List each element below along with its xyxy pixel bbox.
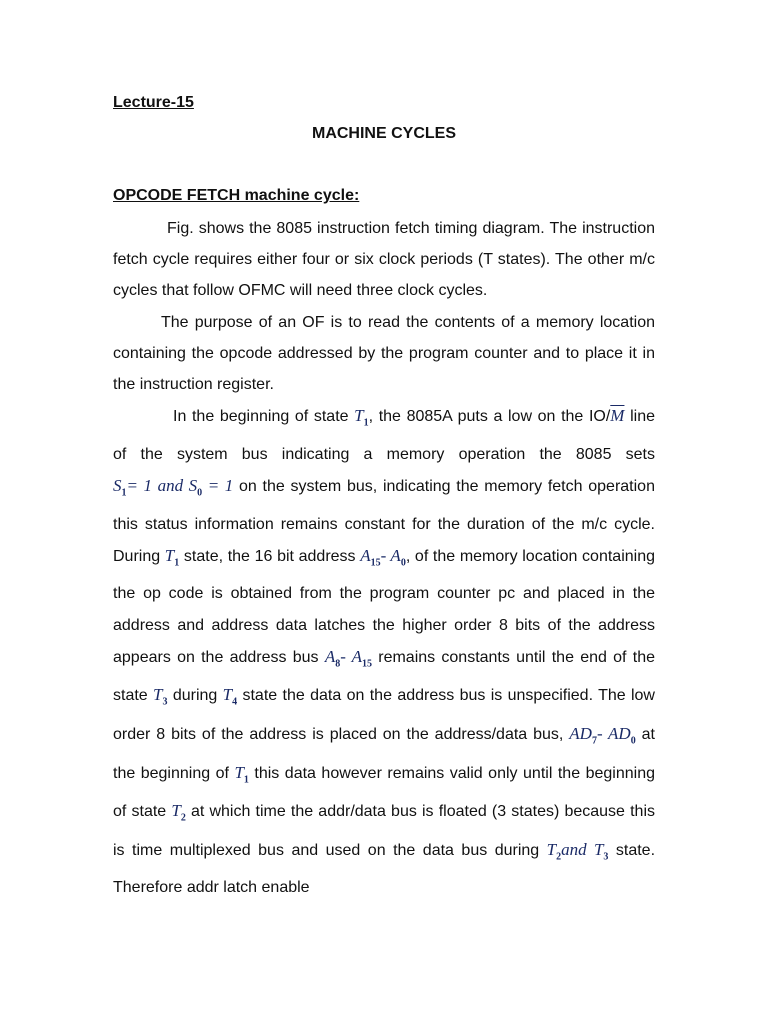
math-t1: $T_1$ bbox=[354, 406, 369, 429]
section-heading: OPCODE FETCH machine cycle: bbox=[113, 187, 360, 204]
text-run: on the system bus, indicating the memory fetch operation this status information remains constant for the duration of the m/c cycle. During bbox=[113, 478, 655, 565]
math-a8-a15: $A_8-$ $A_{15}$ bbox=[324, 646, 372, 670]
text-run: at which time the addr/data bus is floated (3 states) because this is time multiplexed bus and used on the data bus during bbox=[113, 803, 655, 859]
text-run: In the beginning of state bbox=[173, 408, 355, 426]
text-run: , the 8085A puts a low on the IO/ bbox=[368, 408, 611, 426]
math-t1-c: $T_1$ bbox=[234, 762, 249, 785]
text-run: this data however remains valid only until the beginning of state bbox=[113, 764, 655, 821]
math-a15-a0: $A_{15}-$ $A_0$ bbox=[360, 545, 406, 569]
text-run: state. Therefore addr latch enable bbox=[113, 841, 656, 897]
paragraph-2: The purpose of an OF is to read the contents of a memory location containing the opcode addressed by the program counter and to place it in the instruction register. bbox=[113, 313, 655, 394]
math-ad7-ad0: $AD_7-$ $AD_0$ bbox=[569, 724, 636, 747]
text-run: line of the system bus indicating a memory operation the 8085 sets bbox=[113, 408, 655, 463]
math-t4: $T_4$ bbox=[222, 685, 238, 708]
math-t2-and-t3: $T_2and$ $T_3$ bbox=[546, 839, 609, 863]
paragraph-1: Fig. shows the 8085 instruction fetch timing diagram. The instruction fetch cycle requires either four or six clock periods (T states). The other m/c cycles that follow OFMC will need three clock cycles. bbox=[113, 220, 655, 300]
text-run: , of the memory location containing the op code is obtained from the program counter pc and placed in the address and address data latches the higher order 8 bits of the address appears on the address bus bbox=[113, 547, 656, 666]
math-t2: $T_2$ bbox=[171, 801, 186, 824]
text-run: remains constants until the end of the state bbox=[113, 648, 655, 705]
math-s0: $S_0 = 1$ bbox=[188, 476, 234, 499]
text-run: at the beginning of bbox=[113, 726, 655, 782]
text-run: during bbox=[167, 687, 223, 705]
text-run: state, the 16 bit address bbox=[179, 547, 361, 565]
math-t1-b: $T_1$ bbox=[164, 545, 180, 569]
lecture-number: Lecture-15 bbox=[113, 94, 194, 111]
math-t3: $T_3$ bbox=[153, 685, 168, 708]
paragraph-3 bbox=[113, 400, 655, 903]
body-text bbox=[113, 213, 655, 904]
page-title: MACHINE CYCLES bbox=[311, 125, 456, 142]
math-m-bar: $\overline{M}$ bbox=[610, 406, 625, 426]
math-s1: $S_1= 1$ and bbox=[113, 476, 189, 499]
text-run: state the data on the address bus is unspecified. The low order 8 bits of the address is placed on the address/data bus, bbox=[113, 687, 655, 743]
